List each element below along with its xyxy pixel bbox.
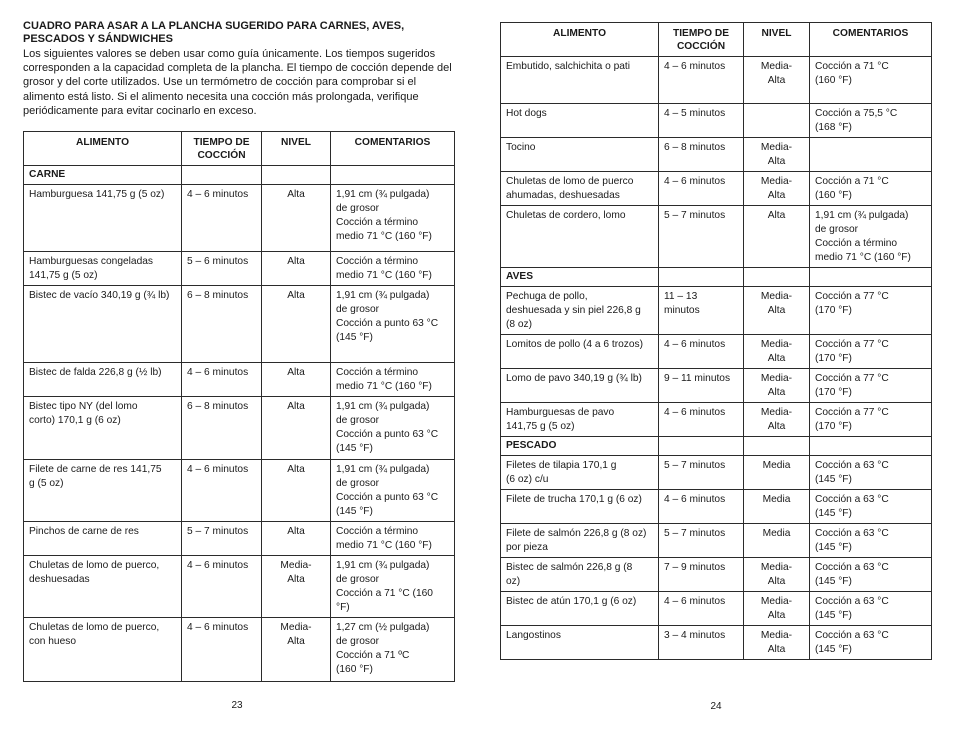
grilling-table-left [23, 131, 455, 682]
time-cell: 4 – 6 minutos [182, 556, 262, 618]
time-cell: 6 – 8 minutos [659, 138, 744, 172]
table-row [501, 104, 932, 138]
table-row [501, 558, 932, 592]
comment-cell: Cocción a 77 °C (170 °F) [810, 369, 932, 403]
comment-cell: 1,91 cm (¾ pulgada) de grosor Cocción a punto 63 °C (145 °F) [331, 397, 455, 460]
table-row [501, 403, 932, 437]
food-cell: Chuletas de lomo de puerco, con hueso [24, 618, 182, 682]
comment-cell: Cocción a 63 °C (145 °F) [810, 490, 932, 524]
level-cell: Media- Alta [744, 592, 810, 626]
header-tiempo: TIEMPO DE COCCIÓN [659, 23, 744, 57]
time-cell: 7 – 9 minutos [659, 558, 744, 592]
time-cell: 5 – 7 minutos [659, 206, 744, 268]
header-nivel: NIVEL [744, 23, 810, 57]
level-cell [744, 104, 810, 138]
level-cell: Media- Alta [744, 403, 810, 437]
empty-cell [659, 437, 744, 456]
food-cell: Lomo de pavo 340,19 g (¾ lb) [501, 369, 659, 403]
food-cell: Lomitos de pollo (4 a 6 trozos) [501, 335, 659, 369]
empty-cell [744, 437, 810, 456]
food-cell: Chuletas de cordero, lomo [501, 206, 659, 268]
table-row [24, 252, 455, 286]
food-cell: Hot dogs [501, 104, 659, 138]
section-label: CARNE [24, 166, 182, 185]
level-cell: Alta [744, 206, 810, 268]
level-cell: Media- Alta [744, 172, 810, 206]
section-label: PESCADO [501, 437, 659, 456]
time-cell: 4 – 6 minutos [659, 335, 744, 369]
level-cell: Media- Alta [744, 335, 810, 369]
table-row [24, 522, 455, 556]
food-cell: Hamburguesas congeladas 141,75 g (5 oz) [24, 252, 182, 286]
comment-cell: 1,91 cm (¾ pulgada) de grosor Cocción a 71 °C (160 °F) [331, 556, 455, 618]
comment-cell: Cocción a 63 °C (145 °F) [810, 592, 932, 626]
time-cell: 4 – 6 minutos [659, 57, 744, 104]
time-cell: 4 – 6 minutos [659, 403, 744, 437]
comment-cell: Cocción a término medio 71 °C (160 °F) [331, 363, 455, 397]
food-cell: Tocino [501, 138, 659, 172]
time-cell: 4 – 6 minutos [182, 363, 262, 397]
time-cell: 6 – 8 minutos [182, 286, 262, 363]
header-comentarios: COMENTARIOS [331, 132, 455, 166]
level-cell: Alta [262, 460, 331, 522]
time-cell: 4 – 6 minutos [182, 185, 262, 252]
empty-cell [331, 166, 455, 185]
table-header-row [501, 23, 932, 57]
food-cell: Filetes de tilapia 170,1 g (6 oz) c/u [501, 456, 659, 490]
comment-cell: 1,91 cm (¾ pulgada) de grosor Cocción a punto 63 °C (145 °F) [331, 460, 455, 522]
food-cell: Bistec tipo NY (del lomo corto) 170,1 g (6 oz) [24, 397, 182, 460]
level-cell: Alta [262, 397, 331, 460]
level-cell: Media- Alta [744, 369, 810, 403]
time-cell: 4 – 6 minutos [182, 618, 262, 682]
comment-cell: Cocción a 77 °C (170 °F) [810, 335, 932, 369]
food-cell: Filete de salmón 226,8 g (8 oz) por pieza [501, 524, 659, 558]
food-cell: Bistec de falda 226,8 g (½ lb) [24, 363, 182, 397]
comment-cell: 1,91 cm (¾ pulgada) de grosor Cocción a término medio 71 °C (160 °F) [810, 206, 932, 268]
level-cell: Media- Alta [744, 558, 810, 592]
time-cell: 4 – 6 minutos [182, 460, 262, 522]
food-cell: Bistec de atún 170,1 g (6 oz) [501, 592, 659, 626]
table-header-row [24, 132, 455, 166]
time-cell: 9 – 11 minutos [659, 369, 744, 403]
grilling-table-right [500, 22, 932, 660]
level-cell: Alta [262, 363, 331, 397]
level-cell: Alta [262, 252, 331, 286]
empty-cell [810, 437, 932, 456]
table-row [501, 172, 932, 206]
empty-cell [262, 166, 331, 185]
table-row [501, 287, 932, 335]
header-comentarios: COMENTARIOS [810, 23, 932, 57]
table-row [24, 618, 455, 682]
header-alimento: ALIMENTO [501, 23, 659, 57]
table-row [24, 460, 455, 522]
food-cell: Langostinos [501, 626, 659, 660]
comment-cell [810, 138, 932, 172]
level-cell: Media- Alta [744, 287, 810, 335]
time-cell: 6 – 8 minutos [182, 397, 262, 460]
table-row [501, 456, 932, 490]
food-cell: Bistec de salmón 226,8 g (8 oz) [501, 558, 659, 592]
time-cell: 4 – 6 minutos [659, 490, 744, 524]
empty-cell [182, 166, 262, 185]
food-cell: Hamburguesas de pavo 141,75 g (5 oz) [501, 403, 659, 437]
food-cell: Hamburguesa 141,75 g (5 oz) [24, 185, 182, 252]
section-row [501, 268, 932, 287]
time-cell: 4 – 6 minutos [659, 592, 744, 626]
comment-cell: Cocción a 77 °C (170 °F) [810, 287, 932, 335]
comment-cell: Cocción a 71 °C (160 °F) [810, 172, 932, 206]
empty-cell [659, 268, 744, 287]
comment-cell: 1,91 cm (¾ pulgada) de grosor Cocción a término medio 71 °C (160 °F) [331, 185, 455, 252]
header-alimento: ALIMENTO [24, 132, 182, 166]
empty-cell [744, 268, 810, 287]
chart-title: CUADRO PARA ASAR A LA PLANCHA SUGERIDO PARA CARNES, AVES, PESCADOS Y SÁNDWICHES [23, 20, 405, 45]
comment-cell: 1,91 cm (¾ pulgada) de grosor Cocción a punto 63 °C (145 °F) [331, 286, 455, 363]
time-cell: 11 – 13 minutos [659, 287, 744, 335]
table-row [24, 363, 455, 397]
table-row [501, 369, 932, 403]
table-row [501, 524, 932, 558]
section-row [501, 437, 932, 456]
food-cell: Filete de carne de res 141,75 g (5 oz) [24, 460, 182, 522]
table-row [24, 286, 455, 363]
comment-cell: Cocción a 71 °C (160 °F) [810, 57, 932, 104]
time-cell: 5 – 6 minutos [182, 252, 262, 286]
table-row [24, 397, 455, 460]
header-tiempo: TIEMPO DE COCCIÓN [182, 132, 262, 166]
page-number: 24 [710, 701, 722, 712]
comment-cell: Cocción a 63 °C (145 °F) [810, 558, 932, 592]
table-row [501, 335, 932, 369]
header-nivel: NIVEL [262, 132, 331, 166]
level-cell: Media [744, 490, 810, 524]
food-cell: Chuletas de lomo de puerco, deshuesadas [24, 556, 182, 618]
section-label: AVES [501, 268, 659, 287]
table-row [501, 490, 932, 524]
food-cell: Filete de trucha 170,1 g (6 oz) [501, 490, 659, 524]
comment-cell: Cocción a 63 °C (145 °F) [810, 626, 932, 660]
food-cell: Embutido, salchichita o pati [501, 57, 659, 104]
table-row [501, 626, 932, 660]
level-cell: Alta [262, 185, 331, 252]
table-row [24, 556, 455, 618]
table-row [501, 138, 932, 172]
table-row [24, 185, 455, 252]
time-cell: 5 – 7 minutos [659, 456, 744, 490]
level-cell: Media- Alta [744, 138, 810, 172]
empty-cell [810, 268, 932, 287]
food-cell: Chuletas de lomo de puerco ahumadas, deshuesadas [501, 172, 659, 206]
table-row [501, 206, 932, 268]
comment-cell: Cocción a término medio 71 °C (160 °F) [331, 522, 455, 556]
time-cell: 4 – 5 minutos [659, 104, 744, 138]
food-cell: Pinchos de carne de res [24, 522, 182, 556]
comment-cell: Cocción a 77 °C (170 °F) [810, 403, 932, 437]
comment-cell: Cocción a 63 °C (145 °F) [810, 524, 932, 558]
level-cell: Media- Alta [262, 618, 331, 682]
level-cell: Media [744, 456, 810, 490]
comment-cell: 1,27 cm (½ pulgada) de grosor Cocción a 71 ºC (160 °F) [331, 618, 455, 682]
table-row [501, 57, 932, 104]
comment-cell: Cocción a término medio 71 °C (160 °F) [331, 252, 455, 286]
level-cell: Media- Alta [744, 57, 810, 104]
time-cell: 3 – 4 minutos [659, 626, 744, 660]
intro-paragraph: Los siguientes valores se deben usar como guía únicamente. Los tiempos sugeridos corresponden a la capacidad completa de la plancha. El tiempo de cocción depende del grosor y del corte utilizados. Use un termómetro de cocción para comprobar si el alimento está listo. Si el alimento necesita una cocción más prolongada, verifique periódicamente para evitar cocinarlo en exceso. [23, 48, 452, 117]
food-cell: Bistec de vacío 340,19 g (¾ lb) [24, 286, 182, 363]
comment-cell: Cocción a 63 °C (145 °F) [810, 456, 932, 490]
level-cell: Alta [262, 286, 331, 363]
page-number: 23 [231, 700, 243, 711]
food-cell: Pechuga de pollo, deshuesada y sin piel 226,8 g (8 oz) [501, 287, 659, 335]
time-cell: 5 – 7 minutos [659, 524, 744, 558]
level-cell: Media [744, 524, 810, 558]
level-cell: Media- Alta [262, 556, 331, 618]
level-cell: Media- Alta [744, 626, 810, 660]
time-cell: 4 – 6 minutos [659, 172, 744, 206]
time-cell: 5 – 7 minutos [182, 522, 262, 556]
table-row [501, 592, 932, 626]
section-row [24, 166, 455, 185]
level-cell: Alta [262, 522, 331, 556]
comment-cell: Cocción a 75,5 °C (168 °F) [810, 104, 932, 138]
